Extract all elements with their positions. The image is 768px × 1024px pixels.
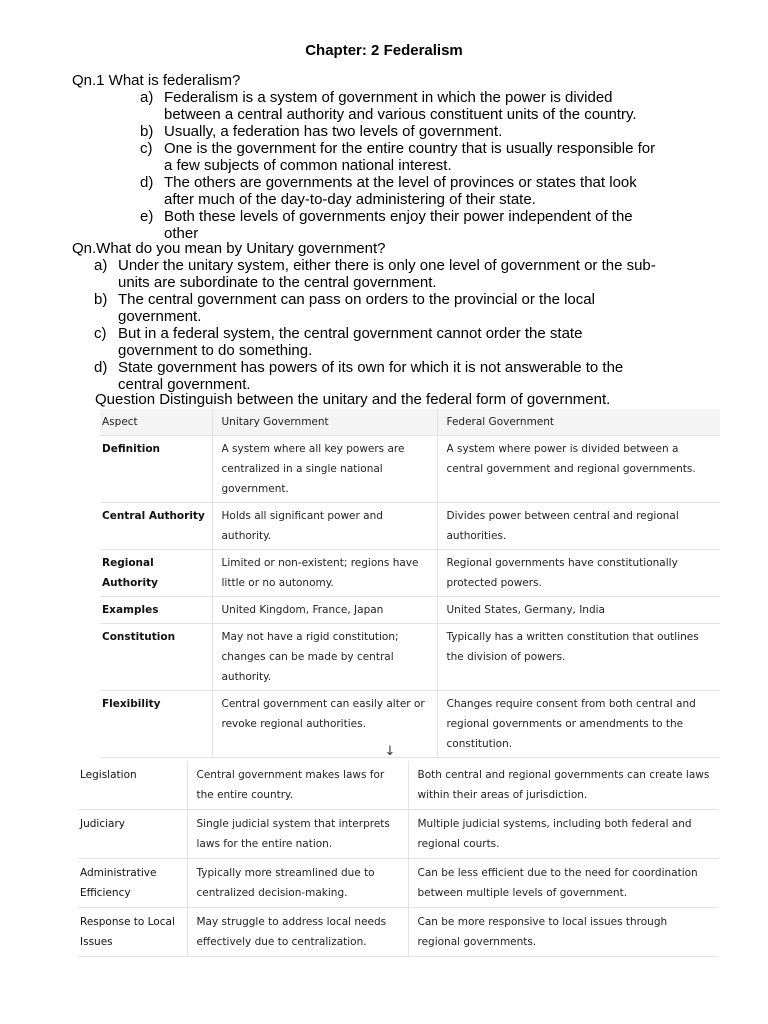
- question-1: Qn.1 What is federalism?: [72, 72, 241, 89]
- list-item: [140, 89, 664, 123]
- table-row: [100, 550, 720, 597]
- comparison-table-image-2: [78, 761, 710, 966]
- table-header-cell: Aspect: [100, 409, 212, 436]
- question-2: Qn.What do you mean by Unitary government?: [72, 240, 386, 257]
- question-1-answers: [140, 89, 664, 242]
- list-marker: a): [140, 89, 154, 106]
- list-marker: e): [140, 208, 154, 225]
- list-marker: d): [140, 174, 154, 191]
- list-item: [140, 123, 664, 140]
- table-header-cell: Unitary Government: [212, 409, 437, 436]
- table-cell: Central government can easily alter or revoke regional authorities.: [212, 691, 437, 758]
- table-cell: A system where power is divided between a central government and regional governments.: [437, 436, 720, 503]
- table-cell: Regional Authority: [100, 550, 212, 597]
- list-item-text: Both these levels of governments enjoy their power independent of the other: [164, 208, 633, 242]
- list-marker: c): [140, 140, 153, 157]
- table-cell: Regional governments have constitutionally protected powers.: [437, 550, 720, 597]
- list-marker: d): [94, 359, 108, 376]
- list-item: [140, 174, 664, 208]
- list-item-text: The others are governments at the level of provinces or states that look after much of the day-to-day administering of their state.: [164, 174, 637, 208]
- list-marker: c): [94, 325, 107, 342]
- table-cell: United States, Germany, India: [437, 597, 720, 624]
- table-cell: Both central and regional governments can create laws within their areas of jurisdiction.: [408, 761, 718, 810]
- table-cell: Constitution: [100, 624, 212, 691]
- table-cell: Examples: [100, 597, 212, 624]
- comparison-table: [100, 409, 720, 758]
- list-item-text: One is the government for the entire country that is usually responsible for a few subjects of common national interest.: [164, 140, 656, 174]
- table-row: [100, 503, 720, 550]
- table-cell: Definition: [100, 436, 212, 503]
- list-item: [94, 257, 663, 291]
- table-cell: Single judicial system that interprets laws for the entire nation.: [187, 810, 408, 859]
- table-cell: Changes require consent from both central and regional governments or amendments to the constitution.: [437, 691, 720, 758]
- table-cell: A system where all key powers are centralized in a single national government.: [212, 436, 437, 503]
- list-item-text: Usually, a federation has two levels of government.: [164, 123, 503, 140]
- table-row: [78, 761, 718, 810]
- table-row: [100, 624, 720, 691]
- table-row: [100, 691, 720, 758]
- comparison-table-image-1: [100, 409, 699, 758]
- table-cell: Response to Local Issues: [78, 908, 187, 957]
- table-cell: Divides power between central and regional authorities.: [437, 503, 720, 550]
- list-item: [140, 140, 664, 174]
- table-row: [100, 597, 720, 624]
- table-cell: Can be less efficient due to the need for coordination between multiple levels of government.: [408, 859, 718, 908]
- table-cell: Typically has a written constitution that outlines the division of powers.: [437, 624, 720, 691]
- list-item: [140, 208, 664, 242]
- table-cell: Central Authority: [100, 503, 212, 550]
- list-item-text: The central government can pass on orders to the provincial or the local government.: [118, 291, 595, 325]
- list-item: [94, 291, 663, 325]
- table-cell: Flexibility: [100, 691, 212, 758]
- question-3: Question Distinguish between the unitary and the federal form of government.: [95, 391, 611, 408]
- table-row: [78, 859, 718, 908]
- comparison-table-continued: [78, 761, 718, 957]
- table-cell: Typically more streamlined due to centralized decision-making.: [187, 859, 408, 908]
- table-cell: United Kingdom, France, Japan: [212, 597, 437, 624]
- list-item-text: Under the unitary system, either there is only one level of government or the sub-units are subordinate to the central government.: [118, 257, 656, 291]
- table-header-cell: Federal Government: [437, 409, 720, 436]
- list-item-text: Federalism is a system of government in which the power is divided between a central authority and various constituent units of the country.: [164, 89, 637, 123]
- list-marker: a): [94, 257, 108, 274]
- page-title: Chapter: 2 Federalism: [305, 42, 463, 59]
- table-cell: Multiple judicial systems, including both federal and regional courts.: [408, 810, 718, 859]
- question-2-answers: [94, 257, 663, 393]
- table-cell: May struggle to address local needs effectively due to centralization.: [187, 908, 408, 957]
- list-marker: b): [94, 291, 108, 308]
- arrow-down-icon[interactable]: ↓: [384, 744, 396, 759]
- table-row: [100, 436, 720, 503]
- table-row: [78, 908, 718, 957]
- table-row: [78, 810, 718, 859]
- table-cell: Administrative Efficiency: [78, 859, 187, 908]
- list-item: [94, 325, 663, 359]
- table-cell: May not have a rigid constitution; changes can be made by central authority.: [212, 624, 437, 691]
- table-cell: Judiciary: [78, 810, 187, 859]
- list-item: [94, 359, 663, 393]
- list-item-text: But in a federal system, the central government cannot order the state government to do something.: [118, 325, 583, 359]
- table-cell: Legislation: [78, 761, 187, 810]
- table-cell: Limited or non-existent; regions have little or no autonomy.: [212, 550, 437, 597]
- list-marker: b): [140, 123, 154, 140]
- list-item-text: State government has powers of its own for which it is not answerable to the central government.: [118, 359, 624, 393]
- table-header-row: [100, 409, 720, 436]
- table-cell: Can be more responsive to local issues through regional governments.: [408, 908, 718, 957]
- table-cell: Central government makes laws for the entire country.: [187, 761, 408, 810]
- table-cell: Holds all significant power and authority.: [212, 503, 437, 550]
